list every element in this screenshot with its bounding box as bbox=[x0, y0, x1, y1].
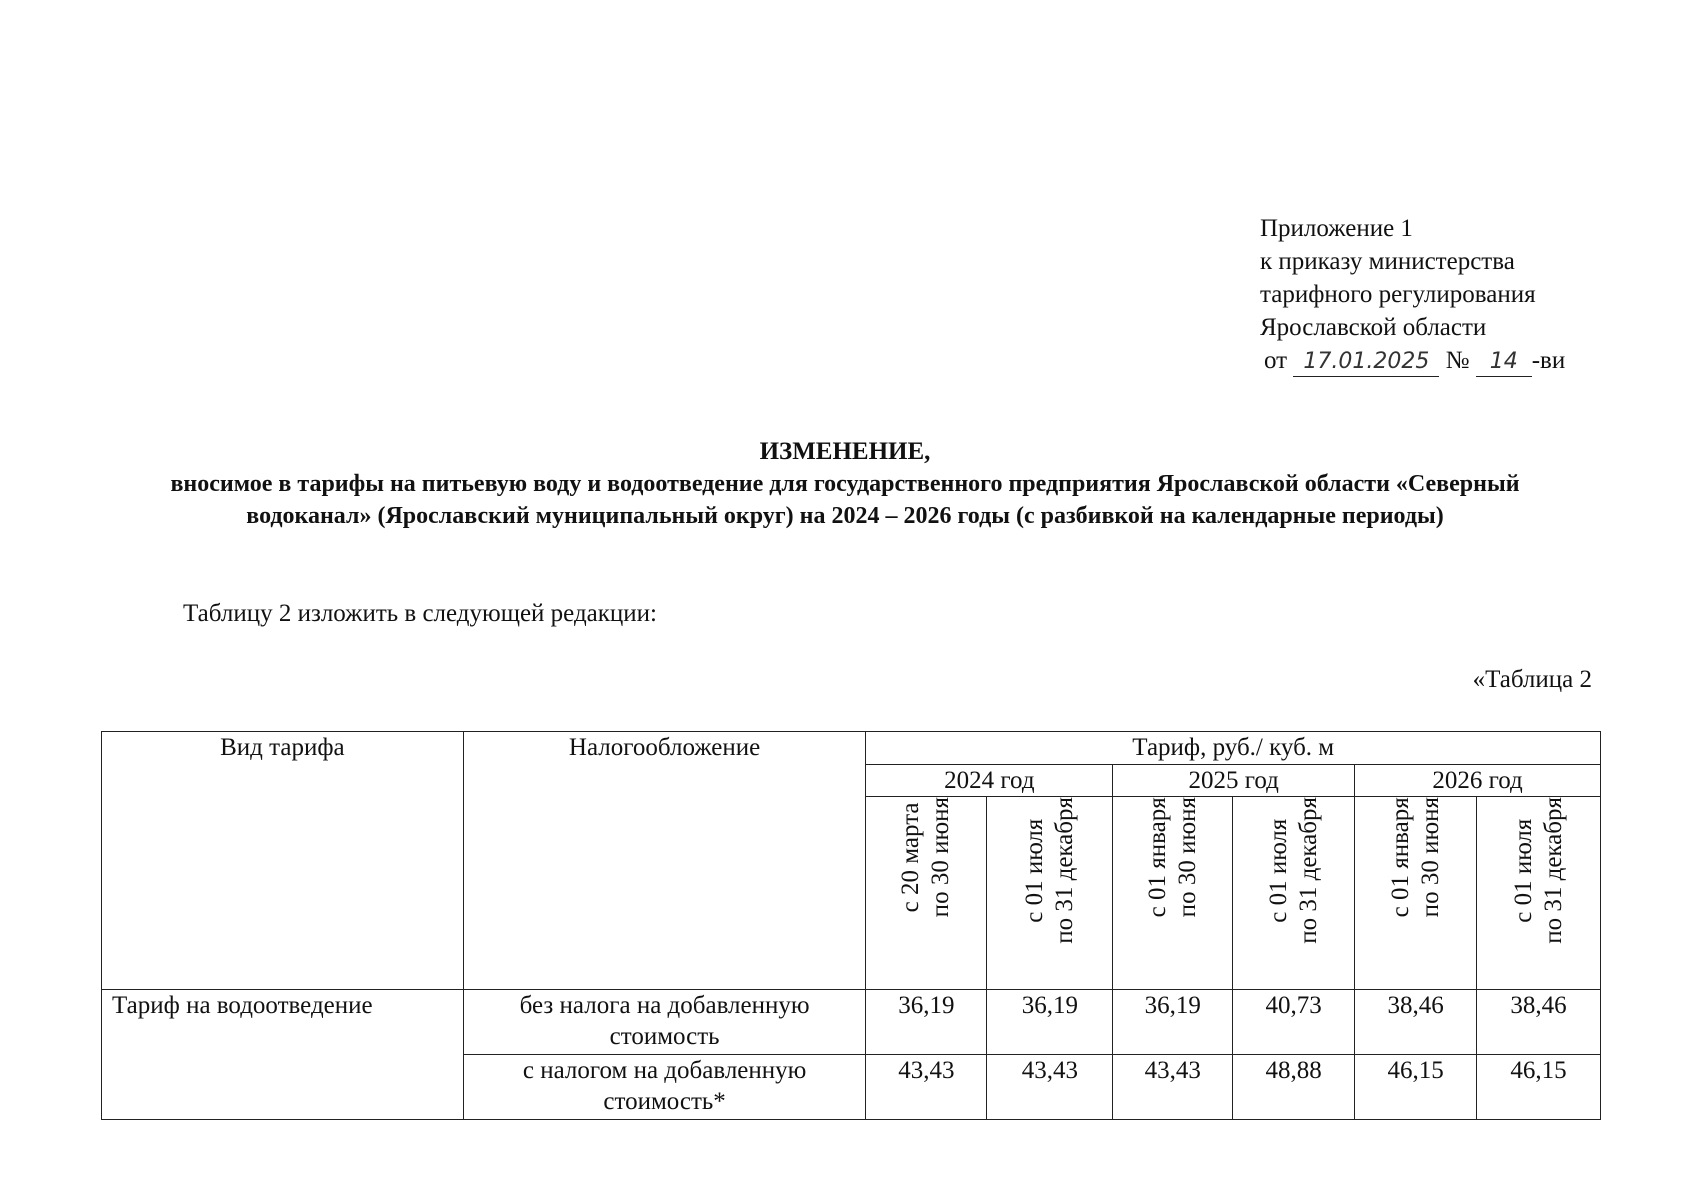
header-period bbox=[1233, 797, 1355, 990]
period-start: с 01 января bbox=[1143, 797, 1171, 918]
tariff-value: 36,19 bbox=[1113, 990, 1233, 1055]
tariff-value: 43,43 bbox=[866, 1055, 987, 1120]
taxation-cell: без налога на добавленную стоимость bbox=[463, 990, 866, 1055]
tariff-value: 36,19 bbox=[987, 990, 1113, 1055]
appendix-line-2: к приказу министерства bbox=[1260, 248, 1515, 275]
tariff-value: 43,43 bbox=[1113, 1055, 1233, 1120]
date-prefix: от bbox=[1264, 347, 1288, 374]
header-taxation: Налогообложение bbox=[463, 732, 866, 990]
tariff-value: 38,46 bbox=[1355, 990, 1477, 1055]
number-suffix: -ви bbox=[1531, 347, 1566, 374]
tariff-name: Тариф на водоотведение bbox=[102, 990, 464, 1120]
period-start: с 01 января bbox=[1386, 797, 1414, 918]
tariff-value: 48,88 bbox=[1233, 1055, 1355, 1120]
tariff-value: 40,73 bbox=[1233, 990, 1355, 1055]
instruction-text: Таблицу 2 изложить в следующей редакции: bbox=[183, 600, 657, 627]
header-tariff-units: Тариф, руб./ куб. м bbox=[866, 732, 1601, 765]
period-start: с 01 июля bbox=[1509, 818, 1537, 923]
period-end: по 30 июня bbox=[927, 797, 955, 918]
header-period bbox=[1477, 797, 1601, 990]
title-subtitle: вносимое в тарифы на питьевую воду и водоотведение для государственного предприятия Ярославской области «Северный водоканал» (Ярославский муниципальный округ) на 2024 – 2026 годы (с разбивкой на календарные периоды) bbox=[170, 471, 1520, 529]
header-period bbox=[987, 797, 1113, 990]
tariff-value: 43,43 bbox=[987, 1055, 1113, 1120]
period-start: с 20 марта bbox=[897, 802, 925, 913]
tariff-table bbox=[101, 731, 1601, 1120]
order-date-handwritten: 17.01.2025 bbox=[1293, 348, 1439, 377]
taxation-cell: с налогом на добавленную стоимость* bbox=[463, 1055, 866, 1120]
number-sign: № bbox=[1445, 347, 1470, 374]
header-period bbox=[866, 797, 987, 990]
period-end: по 31 декабря bbox=[1539, 797, 1567, 944]
header-tariff-type: Вид тарифа bbox=[102, 732, 464, 990]
period-end: по 30 июня bbox=[1416, 797, 1444, 918]
tariff-value: 46,15 bbox=[1355, 1055, 1477, 1120]
appendix-line-3: тарифного регулирования bbox=[1260, 281, 1536, 308]
appendix-line-1: Приложение 1 bbox=[1260, 215, 1413, 242]
tariff-value: 38,46 bbox=[1477, 990, 1601, 1055]
period-end: по 31 декабря bbox=[1294, 797, 1322, 944]
period-start: с 01 июля bbox=[1020, 818, 1048, 923]
table-row bbox=[102, 990, 1601, 1055]
header-year-2024: 2024 год bbox=[866, 765, 1113, 797]
header-year-2026: 2026 год bbox=[1355, 765, 1601, 797]
appendix-line-4: Ярославской области bbox=[1260, 314, 1487, 341]
title-heading: ИЗМЕНЕНИЕ, bbox=[759, 438, 931, 465]
table-caption: «Таблица 2 bbox=[1472, 666, 1592, 693]
tariff-value: 36,19 bbox=[866, 990, 987, 1055]
period-end: по 30 июня bbox=[1173, 797, 1201, 918]
order-number-handwritten: 14 bbox=[1476, 348, 1532, 377]
period-end: по 31 декабря bbox=[1050, 797, 1078, 944]
order-date-line bbox=[1260, 344, 1600, 377]
appendix-block bbox=[1260, 212, 1600, 377]
tariff-value: 46,15 bbox=[1477, 1055, 1601, 1120]
header-period bbox=[1113, 797, 1233, 990]
document-title bbox=[100, 436, 1590, 532]
header-year-2025: 2025 год bbox=[1113, 765, 1355, 797]
header-period bbox=[1355, 797, 1477, 990]
period-start: с 01 июля bbox=[1264, 818, 1292, 923]
